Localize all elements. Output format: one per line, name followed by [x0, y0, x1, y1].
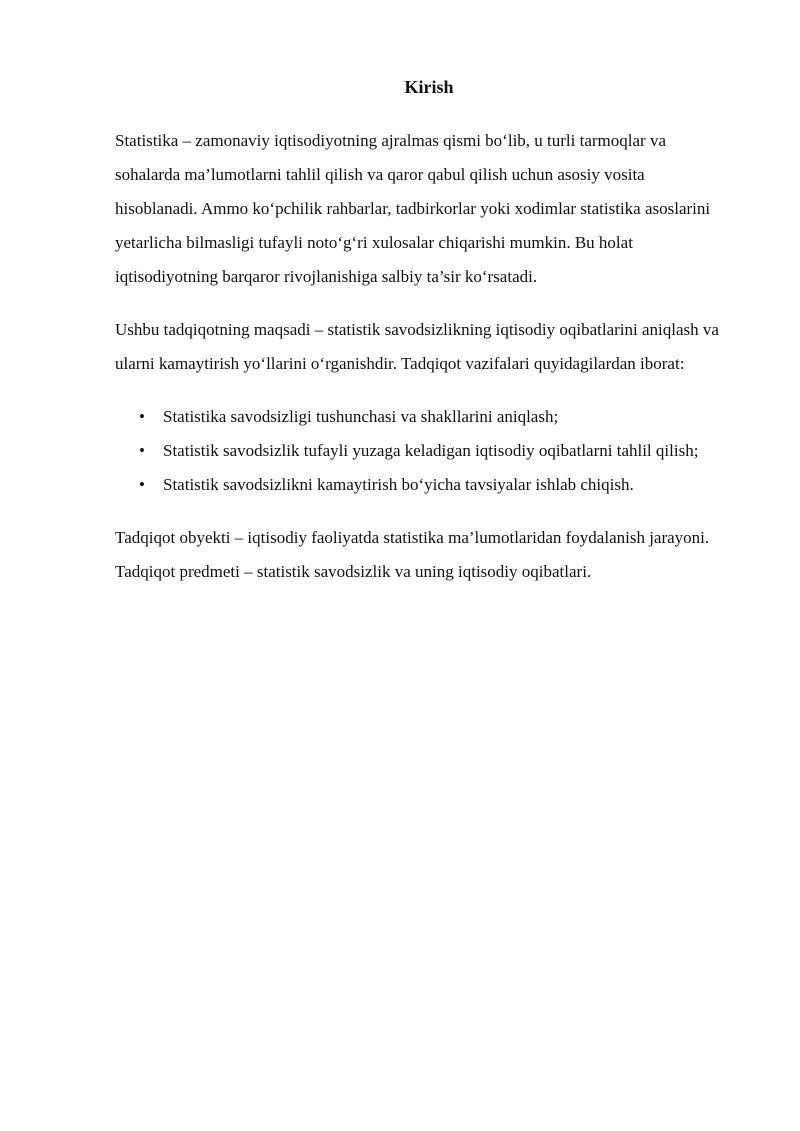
bullet-icon: •	[139, 475, 145, 494]
bullet-icon: •	[139, 407, 145, 426]
page-title: Kirish	[404, 77, 454, 97]
purpose-paragraph: Ushbu tadqiqotning maqsadi – statistik savodsizlikning iqtisodiy oqibatlarini aniqlash va ularni kamaytirish yo‘llarini o‘rganishdir. Tadqiqot vazifalari quyidagilardan iborat:	[115, 320, 719, 373]
list-item-text: Statistika savodsizligi tushunchasi va shakllarini aniqlash;	[163, 407, 559, 426]
list-item	[115, 468, 730, 502]
list-item-text: Statistik savodsizlikni kamaytirish bo‘yicha tavsiyalar ishlab chiqish.	[163, 475, 634, 494]
intro-paragraph: Statistika – zamonaviy iqtisodiyotning ajralmas qismi bo‘lib, u turli tarmoqlar va sohalarda ma’lumotlarni tahlil qilish va qaror qabul qilish uchun asosiy vosita hisoblanadi. Ammo ko‘pchilik rahbarlar, tadbirkorlar yoki xodimlar statistika asoslarini yetarlicha bilmasligi tufayli noto‘g‘ri xulosalar chiqarishi mumkin. Bu holat iqtisodiyotning barqaror rivojlanishiga salbiy ta’sir ko‘rsatadi.	[115, 131, 711, 286]
research-subject-line: Tadqiqot predmeti – statistik savodsizlik va uning iqtisodiy oqibatlari.	[115, 562, 592, 581]
list-item	[115, 434, 730, 468]
list-item-text: Statistik savodsizlik tufayli yuzaga keladigan iqtisodiy oqibatlarni tahlil qilish;	[163, 441, 699, 460]
list-item	[115, 400, 730, 434]
research-object-line: Tadqiqot obyekti – iqtisodiy faoliyatda statistika ma’lumotlaridan foydalanish jarayoni.	[115, 528, 710, 547]
document-body	[115, 124, 730, 589]
task-list	[115, 400, 730, 502]
bullet-icon: •	[139, 441, 145, 460]
